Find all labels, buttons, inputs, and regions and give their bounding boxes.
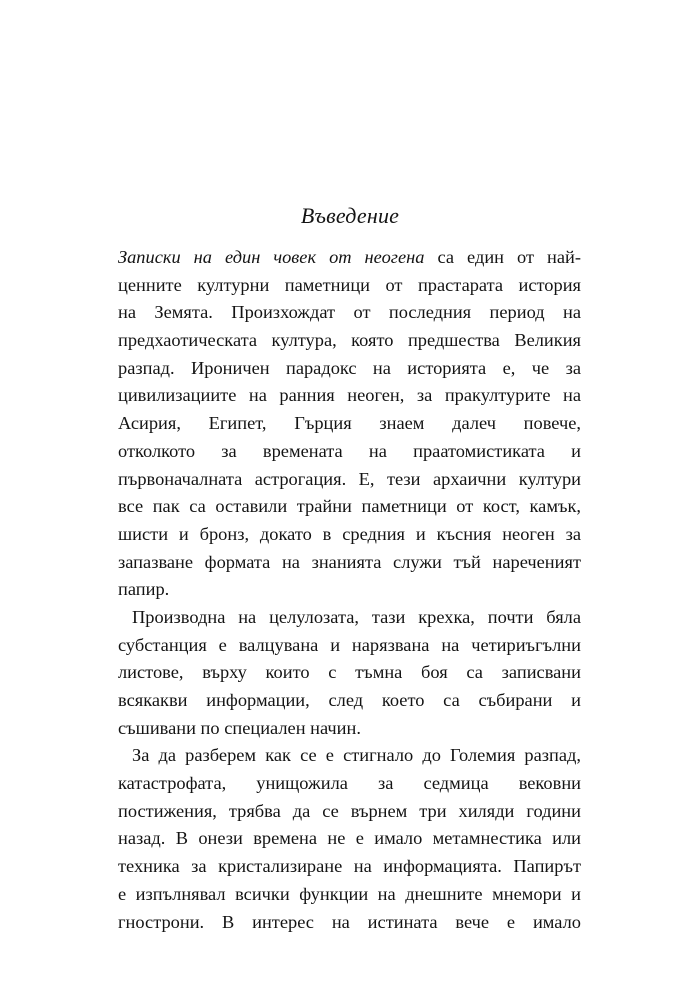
- text-line: все пак са оставили трайни паметници от кост, камък,: [118, 496, 581, 517]
- text-line: Производна на целулозата, тази крехка, почти бяла: [132, 606, 581, 627]
- paragraph-1: [118, 244, 581, 604]
- text-line: Асирия, Египет, Гърция знаем далеч повече,: [118, 413, 581, 434]
- text-line: За да разберем как се е стигнало до Големия разпад,: [132, 745, 581, 766]
- text-line: съшивани по специален начин.: [118, 717, 361, 738]
- text-line: ценните културни паметници от прастарата история: [118, 274, 581, 295]
- paragraph-3: [118, 742, 581, 936]
- chapter-title: Въведение: [300, 203, 400, 228]
- text-line: катастрофата, унищожила за седмица вековни: [118, 773, 581, 794]
- text-line: постижения, трябва да се върнем три хиляди години: [118, 800, 581, 821]
- text-line: Записки на един човек от неогена са един от най-: [118, 247, 581, 267]
- text-line: субстанция е валцувана и нарязвана на четириъгълни: [118, 634, 581, 655]
- text-line: разпад. Ироничен парадокс на историята е, че за: [118, 357, 581, 378]
- text-line: отколкото за времената на праатомистиката и: [118, 440, 581, 461]
- text-line: шисти и бронз, докато в средния и късния неоген за: [118, 523, 581, 544]
- text-line: назад. В онези времена не е имало метамнестика или: [118, 828, 581, 849]
- body-text: [118, 244, 581, 936]
- text-line: на Земята. Произхождат от последния период на: [118, 302, 581, 323]
- text-line: предхаотическата култура, която предшества Великия: [118, 330, 581, 351]
- paragraph-2: [118, 604, 581, 742]
- text-line: гнострони. В интерес на истината вече е имало: [118, 911, 581, 932]
- text-line: първоначалната астрогация. Е, тези архаични култури: [118, 468, 581, 489]
- text-line: всякакви информации, след което са събирани и: [118, 690, 581, 710]
- text-line: цивилизациите на ранния неоген, за пракултурите на: [118, 385, 581, 406]
- text-line: листове, върху които с тъмна боя са записвани: [118, 662, 581, 683]
- text-line: запазване формата на знанията служи тъй нареченият: [118, 551, 581, 572]
- text-line: техника за кристализиране на информацията. Папирът: [118, 856, 581, 877]
- text-line: е изпълнявал всички функции на днешните мнемори и: [118, 883, 581, 904]
- text-line: папир.: [118, 579, 170, 600]
- book-title-emphasis: Записки на един човек от неогена: [118, 247, 425, 267]
